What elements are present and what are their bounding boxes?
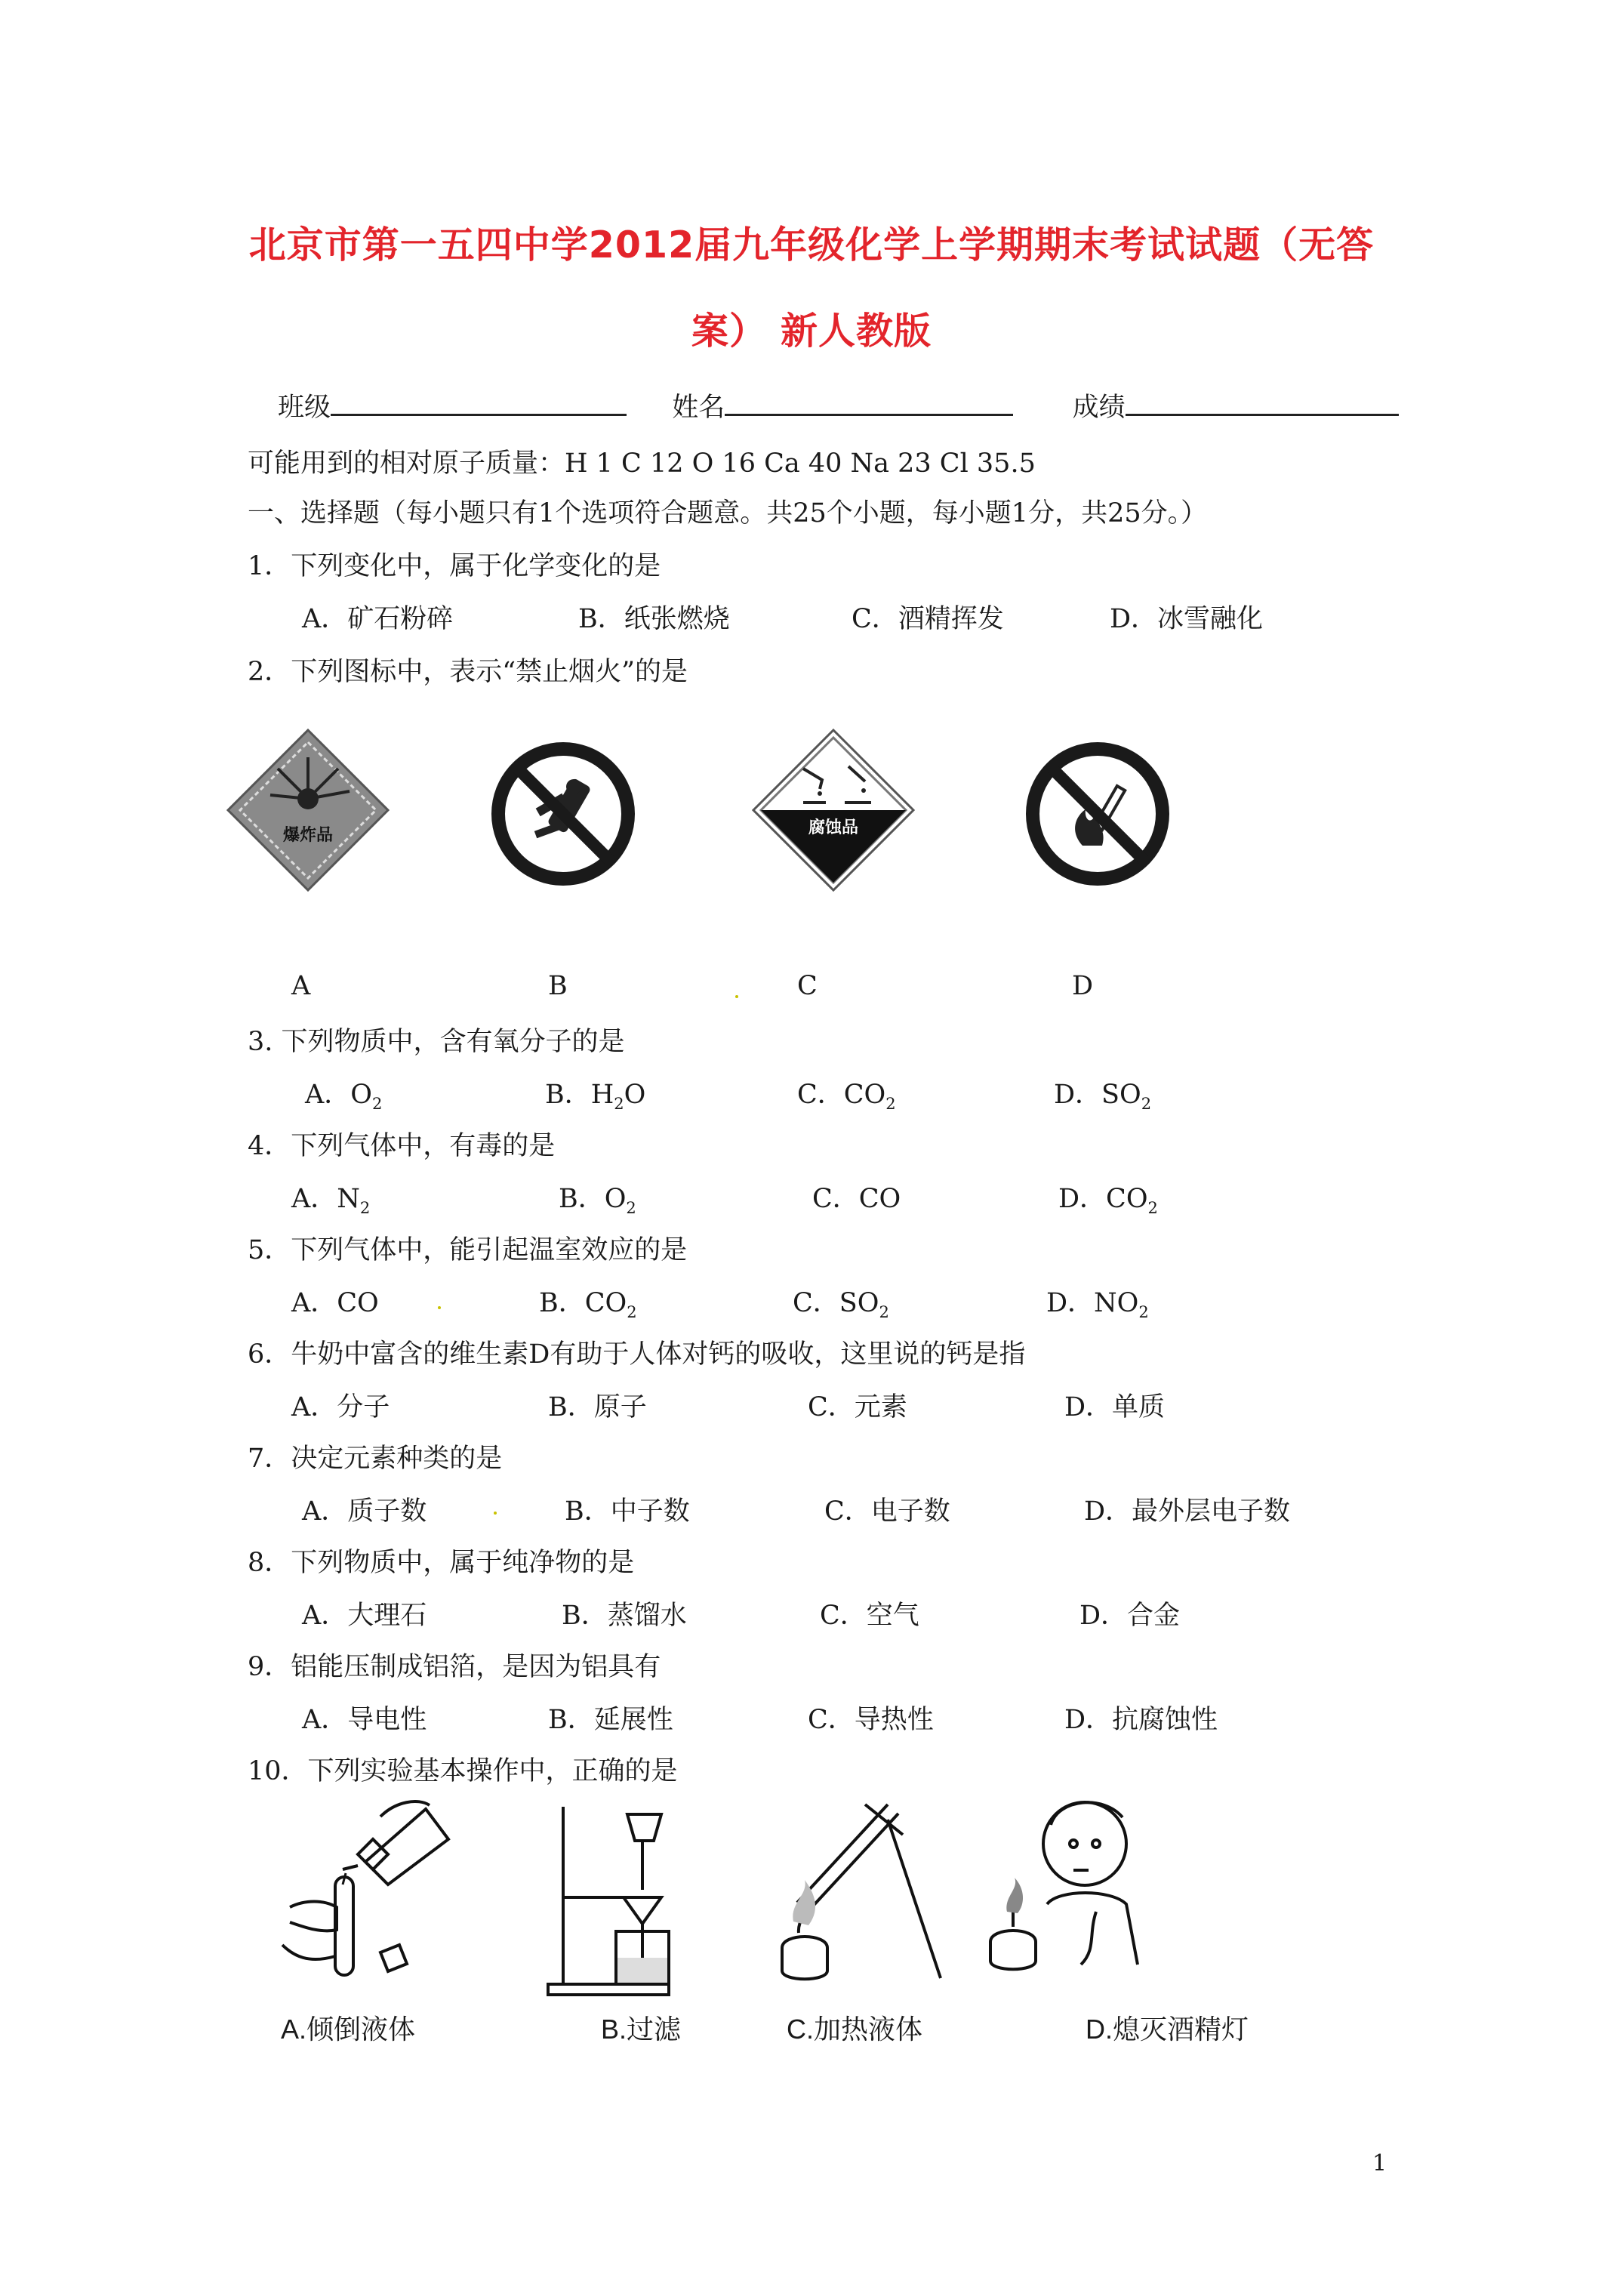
question-stem: 5．下列气体中，能引起温室效应的是: [248, 1235, 688, 1265]
section-heading: 一、选择题（每小题只有1个选项符合题意。共25个小题，每小题1分，共25分。）: [248, 498, 1208, 529]
option-d[interactable]: D．$CO_2$: [1058, 1184, 1158, 1217]
page-subtitle: 案） 新人教版: [691, 310, 932, 353]
option-b[interactable]: B．蒸馏水: [562, 1601, 687, 1631]
page-title: 北京市第一五四中学2012届九年级化学上学期期末考试试题（无答: [248, 223, 1375, 267]
atomic-masses: 可能用到的相对原子质量：H 1 C 12 O 16 Ca 40 Na 23 Cl 35.5: [248, 448, 1036, 479]
option-c[interactable]: C．$SO_2$: [793, 1288, 889, 1321]
name-blank[interactable]: [725, 388, 1013, 416]
speck: [438, 1306, 441, 1309]
option-a[interactable]: A: [291, 971, 311, 1001]
option-c[interactable]: C．酒精挥发: [852, 604, 1004, 634]
score-blank[interactable]: [1126, 388, 1399, 416]
class-label: 班级: [278, 393, 331, 423]
question-stem: 9．铝能压制成铝箔，是因为铝具有: [248, 1652, 661, 1682]
extinguish-lamp-figure: [975, 1783, 1156, 1980]
option-b[interactable]: B．原子: [548, 1392, 647, 1422]
option-a[interactable]: A．$N_2$: [291, 1184, 371, 1217]
option-c[interactable]: C．电子数: [824, 1496, 950, 1527]
option-b[interactable]: B: [548, 971, 568, 1001]
option-d[interactable]: D．最外层电子数: [1084, 1496, 1291, 1527]
option-d[interactable]: D．$SO_2$: [1054, 1080, 1152, 1113]
explosive-sign-label: 爆炸品: [282, 826, 334, 845]
question-stem: 2．下列图标中，表示“禁止烟火”的是: [248, 657, 688, 687]
option-c[interactable]: C．$CO_2$: [797, 1080, 896, 1113]
option-b[interactable]: B．$H_2O$: [545, 1080, 646, 1113]
option-c[interactable]: C: [797, 971, 818, 1001]
option-d[interactable]: D．冰雪融化: [1110, 604, 1264, 634]
pouring-liquid-figure: [267, 1794, 463, 1998]
heating-liquid-figure: [752, 1789, 956, 1993]
figure-caption-b[interactable]: B.过滤: [601, 2014, 682, 2045]
page-number: 1: [1372, 2150, 1387, 2177]
name-label: 姓名: [672, 393, 725, 423]
prohibition-sign-icon: [489, 740, 637, 888]
option-a[interactable]: A．导电性: [302, 1705, 427, 1735]
option-a[interactable]: A．分子: [291, 1392, 390, 1422]
option-d[interactable]: D．单质: [1064, 1392, 1166, 1422]
option-a[interactable]: A．矿石粉碎: [302, 604, 454, 634]
question-stem: 7．决定元素种类的是: [248, 1444, 503, 1474]
option-a[interactable]: A．质子数: [302, 1496, 427, 1527]
option-d[interactable]: D．抗腐蚀性: [1064, 1705, 1218, 1735]
score-label: 成绩: [1072, 393, 1126, 423]
figure-caption-d[interactable]: D.熄灭酒精灯: [1086, 2014, 1249, 2045]
question-stem: 6．牛奶中富含的维生素D有助于人体对钙的吸收，这里说的钙是指: [248, 1339, 1026, 1370]
option-c[interactable]: C．元素: [808, 1392, 907, 1422]
figure-caption-c[interactable]: C.加热液体: [787, 2014, 923, 2045]
option-c[interactable]: C．空气: [820, 1601, 919, 1631]
question-stem: 1．下列变化中，属于化学变化的是: [248, 551, 661, 581]
option-d[interactable]: D: [1072, 971, 1094, 1001]
option-b[interactable]: B．$CO_2$: [539, 1288, 637, 1321]
speck: [735, 995, 738, 998]
class-blank[interactable]: [331, 388, 627, 416]
option-d[interactable]: D．$NO_2$: [1046, 1288, 1149, 1321]
explosive-sign-icon: [225, 727, 391, 893]
figure-caption-a[interactable]: A.倾倒液体: [281, 2014, 416, 2045]
option-c[interactable]: C．导热性: [808, 1705, 934, 1735]
filtration-figure: [540, 1795, 676, 1999]
option-b[interactable]: B．$O_2$: [559, 1184, 636, 1217]
question-stem: 4．下列气体中，有毒的是: [248, 1131, 556, 1161]
question-stem: 8．下列物质中，属于纯净物的是: [248, 1548, 635, 1578]
question-stem: 10．下列实验基本操作中，正确的是: [248, 1756, 678, 1786]
option-b[interactable]: B．延展性: [548, 1705, 673, 1735]
corrosive-sign-label: 腐蚀品: [808, 818, 859, 837]
option-b[interactable]: B．中子数: [565, 1496, 690, 1527]
info-fields: [278, 387, 1399, 424]
question-stem: 3. 下列物质中，含有氧分子的是: [248, 1027, 625, 1057]
option-d[interactable]: D．合金: [1079, 1601, 1181, 1631]
option-a[interactable]: A．大理石: [302, 1601, 427, 1631]
option-b[interactable]: B．纸张燃烧: [578, 604, 730, 634]
option-a[interactable]: A．CO: [291, 1288, 379, 1318]
speck: [494, 1512, 497, 1515]
option-c[interactable]: C．CO: [812, 1184, 901, 1214]
option-a[interactable]: A．$O_2$: [305, 1080, 383, 1113]
corrosive-sign-icon: [750, 727, 916, 893]
no-fire-sign-icon: [1024, 740, 1172, 888]
